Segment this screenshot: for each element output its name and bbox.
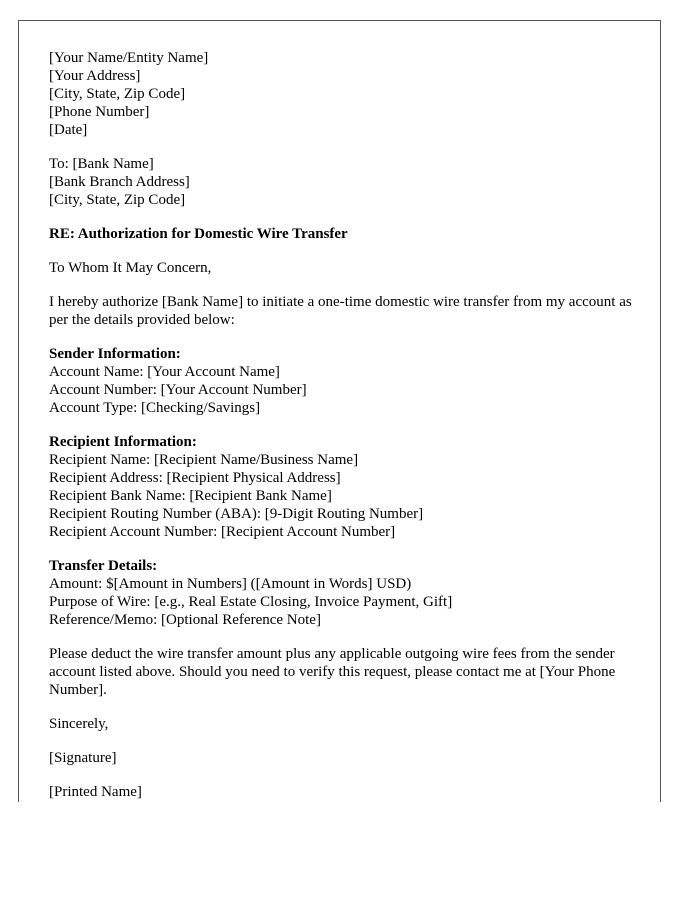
sender-phone: [Phone Number] bbox=[49, 104, 150, 120]
transfer-details-line: Purpose of Wire: [e.g., Real Estate Closing, Invoice Payment, Gift] bbox=[49, 594, 453, 610]
transfer-details-section bbox=[49, 557, 634, 629]
letter-date: [Date] bbox=[49, 122, 88, 138]
bank-to-line: To: [Bank Name] bbox=[49, 156, 154, 172]
recipient-info-heading: Recipient Information: bbox=[49, 434, 197, 450]
subject-line: RE: Authorization for Domestic Wire Transfer bbox=[49, 226, 348, 242]
sender-address-block bbox=[49, 49, 634, 139]
sender-info-section bbox=[49, 345, 634, 417]
printed-name-placeholder: [Printed Name] bbox=[49, 784, 142, 800]
sender-name: [Your Name/Entity Name] bbox=[49, 50, 209, 66]
recipient-info-line: Recipient Account Number: [Recipient Account Number] bbox=[49, 524, 396, 540]
bank-address-block bbox=[49, 155, 634, 209]
salutation: To Whom It May Concern, bbox=[49, 260, 212, 276]
signature-placeholder: [Signature] bbox=[49, 750, 117, 766]
transfer-details-heading: Transfer Details: bbox=[49, 558, 158, 574]
recipient-info-section bbox=[49, 433, 634, 541]
sender-info-line: Account Type: [Checking/Savings] bbox=[49, 400, 261, 416]
transfer-details-line: Amount: $[Amount in Numbers] ([Amount in Words] USD) bbox=[49, 576, 412, 592]
recipient-info-line: Recipient Routing Number (ABA): [9-Digit Routing Number] bbox=[49, 506, 424, 522]
closing: Sincerely, bbox=[49, 716, 109, 732]
recipient-info-line: Recipient Address: [Recipient Physical Address] bbox=[49, 470, 341, 486]
letter-page bbox=[18, 20, 661, 802]
sender-city-state-zip: [City, State, Zip Code] bbox=[49, 86, 186, 102]
transfer-details-line: Reference/Memo: [Optional Reference Note] bbox=[49, 612, 321, 628]
recipient-info-line: Recipient Name: [Recipient Name/Business Name] bbox=[49, 452, 359, 468]
bank-branch-address: [Bank Branch Address] bbox=[49, 174, 190, 190]
sender-info-line: Account Number: [Your Account Number] bbox=[49, 382, 307, 398]
recipient-info-line: Recipient Bank Name: [Recipient Bank Name] bbox=[49, 488, 332, 504]
fees-paragraph: Please deduct the wire transfer amount plus any applicable outgoing wire fees from the sender account listed above. Should you need to verify this request, please contact me at [Your Phone Number]. bbox=[49, 646, 616, 698]
bank-city-state-zip: [City, State, Zip Code] bbox=[49, 192, 186, 208]
sender-info-heading: Sender Information: bbox=[49, 346, 181, 362]
intro-paragraph: I hereby authorize [Bank Name] to initiate a one-time domestic wire transfer from my account as per the details provided below: bbox=[49, 294, 632, 328]
sender-address: [Your Address] bbox=[49, 68, 141, 84]
sender-info-line: Account Name: [Your Account Name] bbox=[49, 364, 280, 380]
letter-body bbox=[49, 49, 634, 817]
